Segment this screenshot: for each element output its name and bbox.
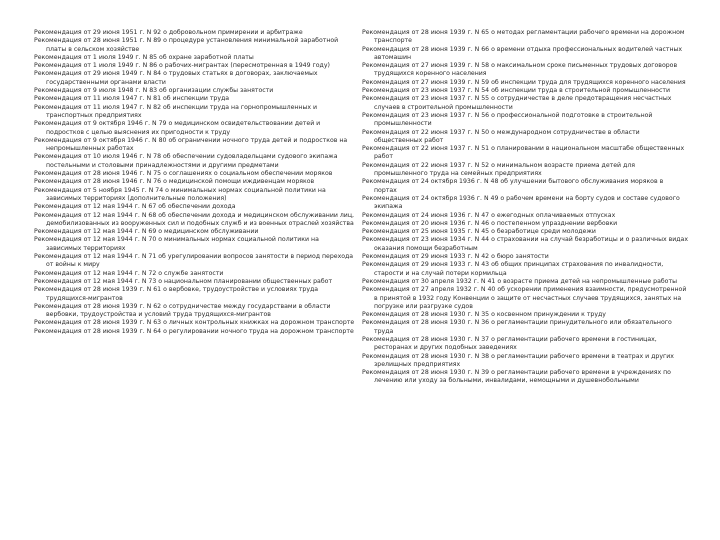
recommendation-entry: Рекомендация от 29 июня 1933 г. N 42 о бюро занятости xyxy=(362,253,549,261)
recommendation-entry: Рекомендация от 28 июня 1939 г. N 65 о методах регламентации рабочего времени на дорожном транспорте xyxy=(362,29,685,45)
right-column xyxy=(362,29,688,386)
recommendation-entry: Рекомендация от 28 июня 1939 г. N 64 о регулировании ночного труда на дорожном транспорте xyxy=(34,327,354,335)
recommendation-entry: Рекомендация от 23 июня 1937 г. N 54 об инспекции труда в строительной промышленности xyxy=(362,87,670,95)
recommendation-entry: Рекомендация от 23 июня 1934 г. N 44 о страховании на случай безработицы и о различных видах оказания помощи безработным xyxy=(362,236,689,252)
recommendation-entry: Рекомендация от 12 мая 1944 г. N 67 об обеспечении дохода xyxy=(34,203,236,211)
recommendation-entry: Рекомендация от 11 июля 1947 г. N 82 об инспекции труда на горнопромышленных и транспортных предприятиях xyxy=(34,103,318,119)
recommendation-entry: Рекомендация от 9 июля 1948 г. N 83 об организации службы занятости xyxy=(34,87,274,95)
recommendation-entry: Рекомендация от 23 июня 1937 г. N 55 о сотрудничестве в деле предотвращения несчастных случаев в строительной промышленности xyxy=(362,95,672,111)
recommendation-entry: Рекомендация от 12 мая 1944 г. N 69 о медицинском обслуживании xyxy=(34,228,259,236)
recommendation-entry: Рекомендация от 28 июня 1946 г. N 76 о медицинской помощи иждивенцам моряков xyxy=(34,178,315,186)
recommendation-entry: Рекомендация от 22 июня 1937 г. N 52 о минимальном возрасте приема детей для промышленного труда на семейных предприятиях xyxy=(362,161,635,178)
recommendation-entry: Рекомендация от 28 июня 1930 г. N 39 о регламентации рабочего времени в учреждениях по лечению или уходу за больными, инвалидами, немощными и душевнобольными xyxy=(362,369,671,385)
recommendation-entry: Рекомендация от 12 мая 1944 г. N 68 об обеспечении дохода и медицинском обслуживании лиц, демобилизованных из вооруженных сил и подобных служб и из военных отраслей хозяйства xyxy=(34,211,355,227)
recommendation-entry: Рекомендация от 29 июня 1951 г. N 92 о добровольном примирении и арбитраже xyxy=(34,29,303,36)
left-column xyxy=(34,29,356,336)
recommendation-entry: Рекомендация от 24 июня 1936 г. N 47 о ежегодных оплачиваемых отпусках xyxy=(362,211,616,219)
recommendation-entry: Рекомендация от 28 июня 1939 г. N 62 о сотрудничестве между государствами в области вербовки, трудоустройства и условий труда трудящихся-мигрантов xyxy=(34,302,331,319)
recommendation-entry: Рекомендация от 28 июня 1939 г. N 63 о личных контрольных книжках на дорожном транспорте xyxy=(34,319,355,327)
recommendation-entry: Рекомендация от 9 октября 1946 г. N 79 о медицинском освидетельствовании детей и подростков с целью выяснения их пригодности к труду xyxy=(34,120,321,136)
recommendation-entry: Рекомендация от 28 июня 1939 г. N 61 о вербовке, трудоустройстве и условиях труда трудящихся-мигрантов xyxy=(34,286,319,302)
recommendation-entry: Рекомендация от 1 июля 1949 г. N 86 о рабочих-мигрантах (пересмотренная в 1949 году) xyxy=(34,62,330,70)
recommendation-entry: Рекомендация от 1 июля 1949 г. N 85 об охране заработной платы xyxy=(34,53,254,61)
recommendation-entry: Рекомендация от 20 июня 1936 г. N 46 о постепенном упразднении вербовки xyxy=(362,219,618,227)
recommendation-entry: Рекомендация от 12 мая 1944 г. N 71 об урегулировании вопросов занятости в период перехода от войны к миру xyxy=(34,253,354,269)
recommendation-entry: Рекомендация от 12 мая 1944 г. N 70 о минимальных нормах социальной политики на зависимых территориях xyxy=(34,236,319,252)
recommendation-entry: Рекомендация от 30 апреля 1932 г. N 41 о возрасте приема детей на непромышленные работы xyxy=(362,277,677,285)
recommendation-entry: Рекомендация от 25 июня 1935 г. N 45 о безработице среди молодежи xyxy=(362,228,596,236)
recommendation-entry: Рекомендация от 27 апреля 1932 г. N 40 об ускорении применения взаимности, предусмотренной в принятой в 1932 году Конвенции о защите от несчастных случаев трудящихся, занятых на погрузке или разгрузке судов xyxy=(362,286,687,310)
recommendation-entry: Рекомендация от 23 июня 1937 г. N 56 о профессиональной подготовке в строительной промышленности xyxy=(362,111,653,128)
recommendation-entry: Рекомендация от 22 июня 1937 г. N 50 о международном сотрудничестве в области общественных работ xyxy=(362,128,640,144)
recommendation-entry: Рекомендация от 28 июня 1930 г. N 36 о регламентации принудительного или обязательного труда xyxy=(362,319,672,335)
recommendation-entry: Рекомендация от 24 октября 1936 г. N 48 об улучшении бытового обслуживания моряков в портах xyxy=(362,178,664,194)
recommendation-entry: Рекомендация от 28 июня 1951 г. N 89 о процедуре установления минимальной заработной платы в сельском хозяйстве xyxy=(34,37,339,53)
recommendation-entry: Рекомендация от 28 июня 1930 г. N 38 о регламентации рабочего времени в театрах и других зрелищных предприятиях xyxy=(362,352,674,368)
recommendation-entry: Рекомендация от 5 ноября 1945 г. N 74 о минимальных нормах социальной политики на зависимых территориях (дополнительные положения) xyxy=(34,186,326,202)
recommendation-entry: Рекомендация от 28 июня 1930 г. N 37 о регламентации рабочего времени в гостиницах, ресторанах и других подобных заведениях xyxy=(362,335,657,352)
recommendation-entry: Рекомендация от 27 июня 1939 г. N 58 о максимальном сроке письменных трудовых договоров трудящихся коренного населения xyxy=(362,62,678,78)
recommendation-entry: Рекомендация от 29 июня 1933 г. N 43 об общих принципах страхования по инвалидности, старости и на случай потери кормильца xyxy=(362,261,664,277)
recommendation-entry: Рекомендация от 24 октября 1936 г. N 49 о рабочем времени на борту судов и составе судового экипажа xyxy=(362,194,680,211)
recommendation-entry: Рекомендация от 29 июня 1949 г. N 84 о трудовых статьях в договорах, заключаемых государственными органами власти xyxy=(34,70,318,86)
recommendation-entry: Рекомендация от 12 мая 1944 г. N 73 о национальном планировании общественных работ xyxy=(34,277,333,285)
recommendation-entry: Рекомендация от 10 июля 1946 г. N 78 об обеспечении судовладельцами судового экипажа постельными и столовыми принадлежностями и другими предметами xyxy=(34,153,338,169)
recommendation-entry: Рекомендация от 11 июля 1947 г. N 81 об инспекции труда xyxy=(34,95,230,103)
recommendation-entry: Рекомендация от 22 июня 1937 г. N 51 о планировании в национальном масштабе общественных работ xyxy=(362,145,685,161)
recommendation-entry: Рекомендация от 28 июня 1930 г. N 35 о косвенном принуждении к труду xyxy=(362,311,606,319)
recommendation-entry: Рекомендация от 27 июня 1939 г. N 59 об инспекции труда для трудящихся коренного населения xyxy=(362,78,686,86)
recommendation-entry: Рекомендация от 28 июня 1939 г. N 66 о времени отдыха профессиональных водителей частных автомашин xyxy=(362,45,683,61)
recommendation-entry: Рекомендация от 12 мая 1944 г. N 72 о службе занятости xyxy=(34,269,224,277)
recommendation-entry: Рекомендация от 28 июня 1946 г. N 75 о соглашениях о социальном обеспечении моряков xyxy=(34,170,333,178)
recommendation-entry: Рекомендация от 9 октября 1946 г. N 80 об ограничении ночного труда детей и подростков на непромышленных работах xyxy=(34,136,348,153)
